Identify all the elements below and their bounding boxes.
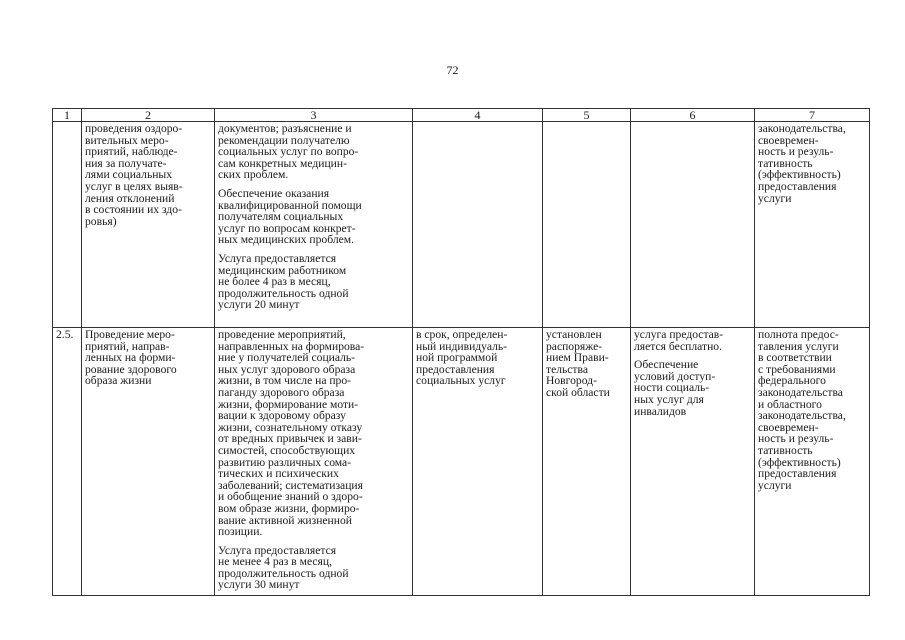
service-name-cell — [82, 122, 215, 328]
table-row — [53, 328, 870, 596]
column-number-header: 6 — [631, 109, 755, 122]
conditions-cell — [631, 328, 755, 596]
cell-text: документов; разъяснение и рекомендации получателю социальных услуг по вопро- сам конкретных медицин- ских проблем. — [218, 122, 359, 182]
service-description-cell — [215, 122, 413, 328]
cell-text: Проведение меро- приятий, направ- ленных на форми- рование здорового образа жизни — [85, 328, 177, 388]
conditions-cell — [631, 122, 755, 328]
cell-text: Услуга предоставляется не менее 4 раз в месяц, продолжительность одной услуги 30 минут — [218, 543, 349, 592]
cell-text: проведения оздоро- вительных меро- приятий, наблюде- ния за получате- лями социальных услуг в целях выяв- ления отклонений в состоянии их здо- ровья) — [85, 122, 183, 228]
column-number-header: 3 — [215, 109, 413, 122]
quality-indicators-cell — [755, 122, 870, 328]
column-number-header: 1 — [53, 109, 82, 122]
item-number-cell — [53, 122, 82, 328]
cell-text: 2.5. — [56, 328, 74, 341]
cell-text: проведение мероприятий, направленных на формирова- ние у получателей социаль- ных услуг здорового образа жизни, в том числе на про- паганду здорового образа жизни, формирование моти- вации к здоровому образу жизни, сознательному отказу от вредных привычек и зави- симостей, способствующих развитию различных сома- тических и психических заболеваний; систематизация и обобщение знаний о здоро- вом образе жизни, формиро- вание активной жизненной позиции. — [218, 328, 365, 539]
tariff-cell — [543, 328, 631, 596]
cell-text: Обеспечение условий доступ- ности социаль- ных услуг для инвалидов — [634, 358, 716, 418]
column-number-header: 4 — [413, 109, 543, 122]
cell-text: полнота предос- тавления услуги в соответствии с требованиями федерального законодательства и областного законодательства, своевремен- ность и резуль- тативность (эффективность) предоставления услуги — [758, 328, 846, 492]
services-table — [52, 108, 870, 596]
term-cell — [413, 122, 543, 328]
service-name-cell — [82, 328, 215, 596]
table-row — [53, 122, 870, 328]
cell-text: Обеспечение оказания квалифицированной помощи получателям социальных услуг по вопросам конкрет- ных медицинских проблем. — [218, 186, 362, 247]
tariff-cell — [543, 122, 631, 328]
cell-text: законодательства, своевремен- ность и резуль- тативность (эффективность) предоставления услуги — [758, 122, 846, 205]
column-number-header: 5 — [543, 109, 631, 122]
cell-text: Услуга предоставляется медицинским работником не более 4 раз в месяц, продолжительность одной услуги 20 минут — [218, 251, 349, 312]
quality-indicators-cell — [755, 328, 870, 596]
term-cell — [413, 328, 543, 596]
table-header-row — [53, 109, 870, 122]
item-number-cell — [53, 328, 82, 596]
cell-text: установлен распоряже- нием Прави- тельства Новгород- ской области — [546, 328, 610, 399]
cell-text: услуга предостав- ляется бесплатно. — [634, 328, 724, 353]
column-number-header: 2 — [82, 109, 215, 122]
page-number: 72 — [446, 63, 459, 77]
column-number-header: 7 — [755, 109, 870, 122]
cell-text: в срок, определен- ный индивидуаль- ной программой предоставления социальных услуг — [416, 328, 508, 388]
service-description-cell — [215, 328, 413, 596]
